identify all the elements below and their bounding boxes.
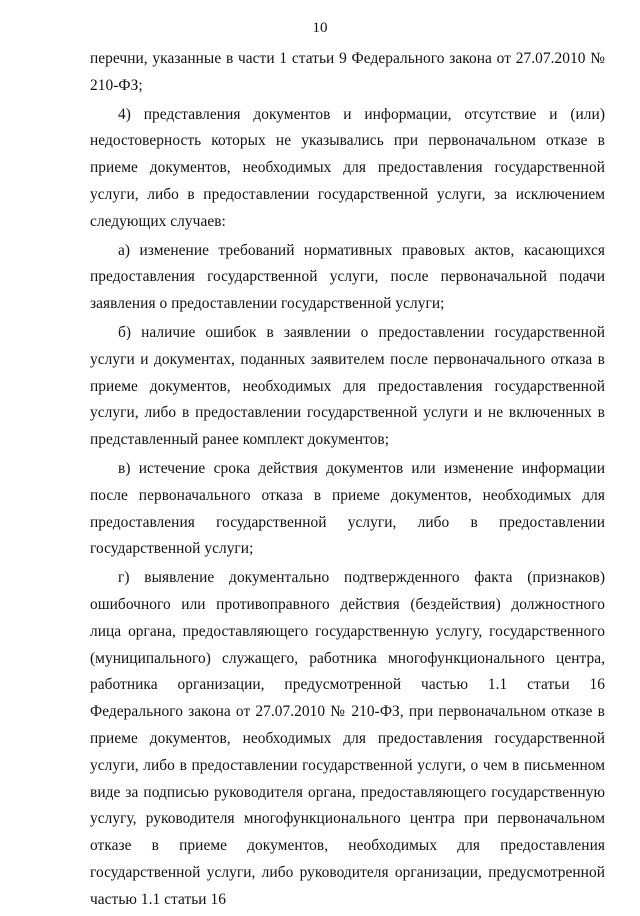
paragraph-item-v: в) истечение срока действия документов или изменение информации после первоначального отказа в приеме документов, необходимых для предоставления государственной услуги, либо в предоставлении государственной услуги; <box>90 459 605 558</box>
document-body <box>90 46 605 916</box>
paragraph-item-b: б) наличие ошибок в заявлении о предоставлении государственной услуги и документах, поданных заявителем после первоначального отказа в приеме документов, необходимых для предоставления государственной услуги, либо в предоставлении государственной услуги и не включенных в представленный ранее комплект документов; <box>90 323 605 449</box>
paragraph-item-4: 4) представления документов и информации, отсутствие и (или) недостоверность которых не указывались при первоначальном отказе в приеме документов, необходимых для предоставления государственной услуги, либо в предоставлении государственной услуги, за исключением следующих случаев: <box>90 105 605 230</box>
page-number: 10 <box>312 20 328 36</box>
paragraph-item-g: г) выявление документально подтвержденного факта (признаков) ошибочного или противоправного действия (бездействия) должностного лица органа, предоставляющего государственную услугу, государственного (муниципального) служащего, работника многофункционального центра, работника организации, предусмотренной частью 1.1 статьи 16 Федерального закона от 27.07.2010 № 210-ФЗ, при первоначальном отказе в приеме документов, необходимых для предоставления государственной услуги, либо в предоставлении государственной услуги, о чем в письменном виде за подписью руководителя органа, предоставляющего государственную услугу, руководителя многофункционального центра при первоначальном отказе в приеме документов, необходимых для предоставления государственной услуги, либо руководителя организации, предусмотренной частью 1.1 статьи 16 <box>90 569 605 908</box>
paragraph-item-a: а) изменение требований нормативных правовых актов, касающихся предоставления государственной услуги, после первоначальной подачи заявления о предоставлении государственной услуги; <box>90 241 605 313</box>
paragraph-continuation: перечни, указанные в части 1 статьи 9 Федерального закона от 27.07.2010 № 210-ФЗ; <box>90 50 605 94</box>
